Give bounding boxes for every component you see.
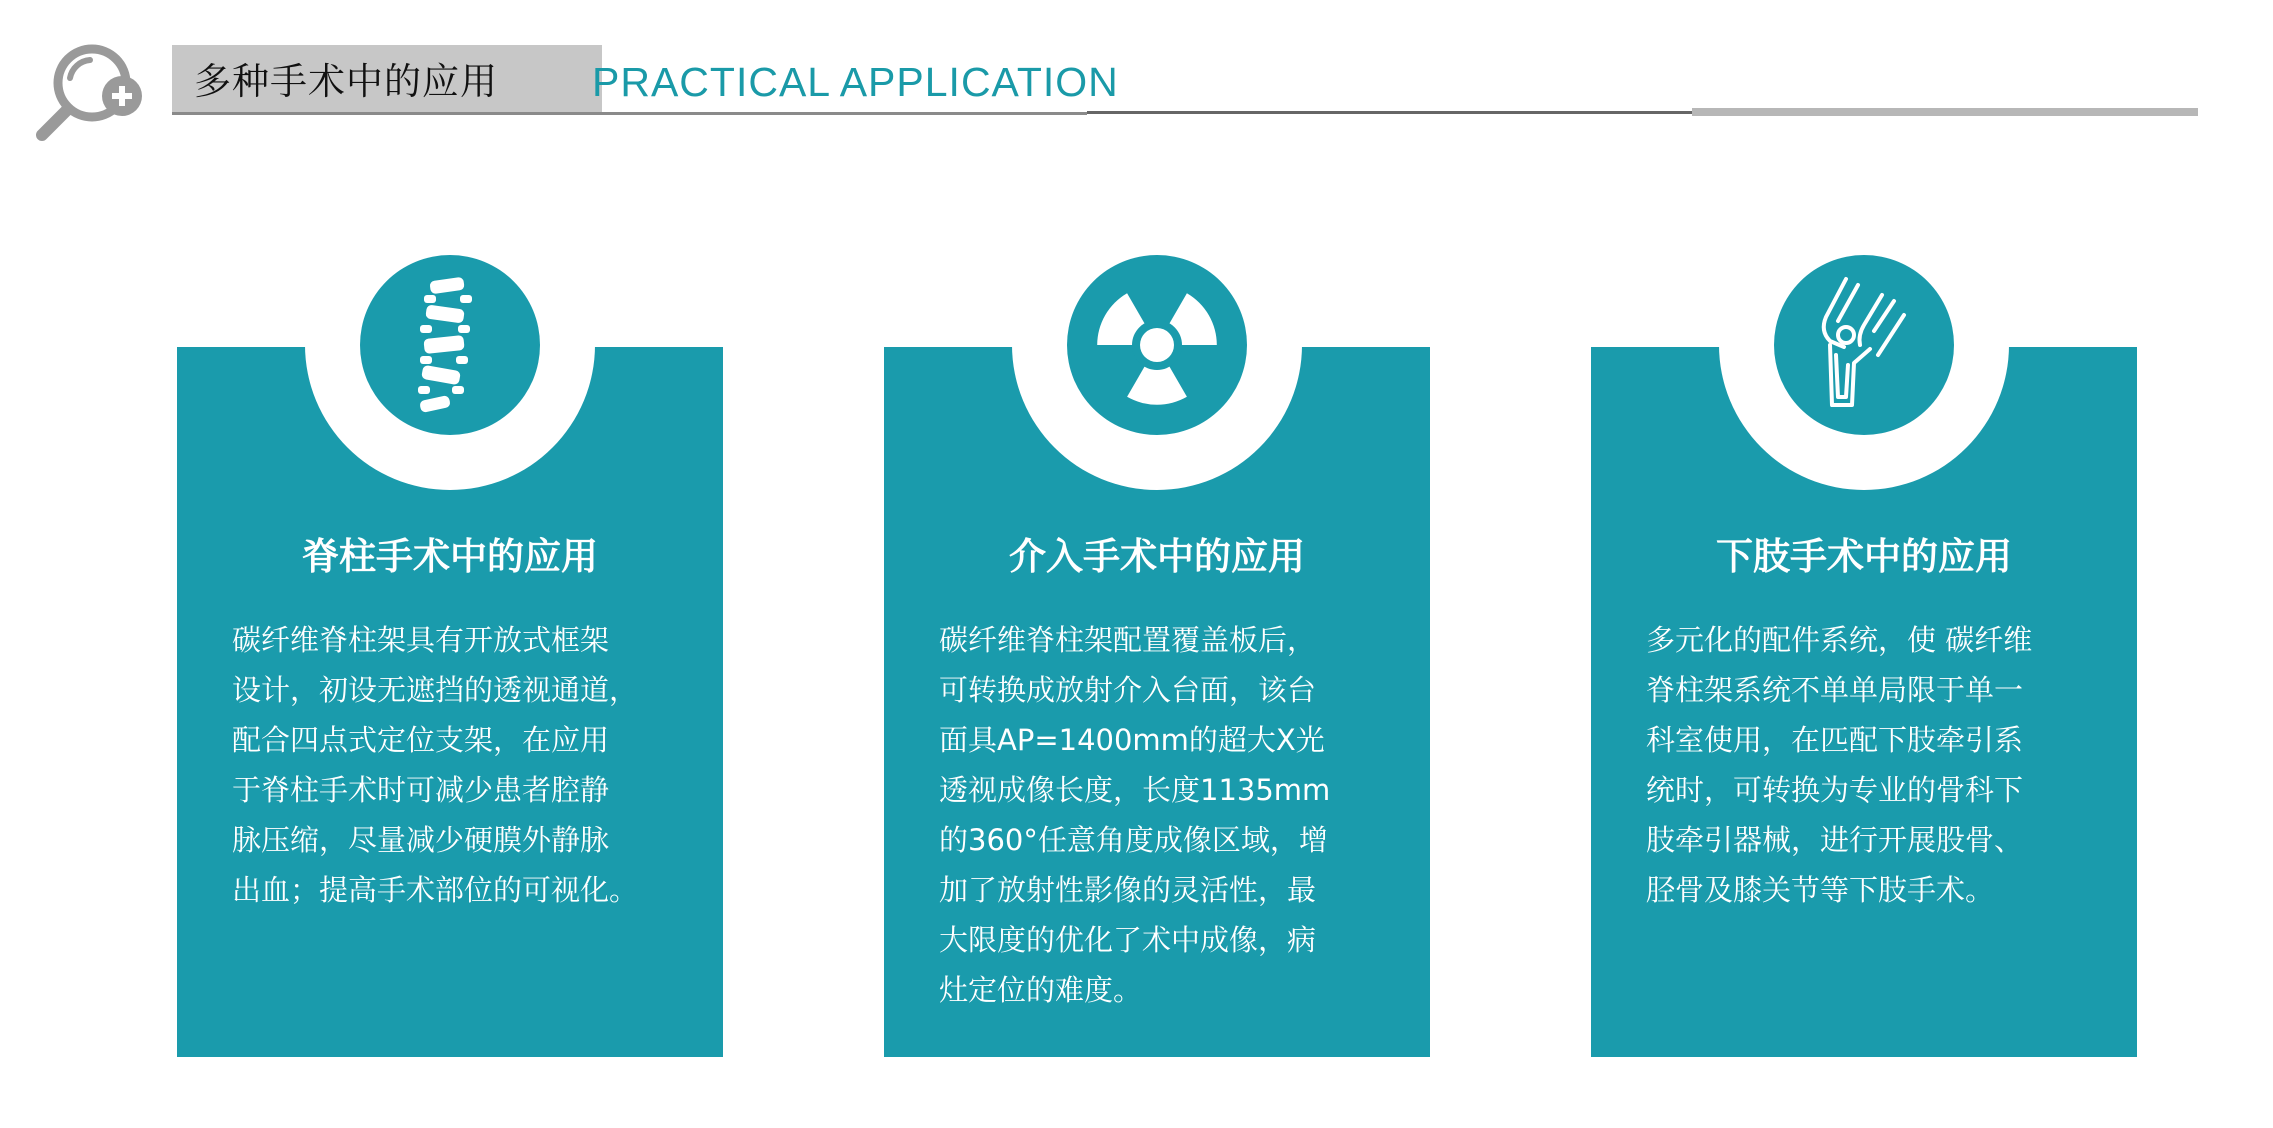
page-header	[0, 0, 2273, 160]
card-text-line: 面具AP=1400mm的超大X光	[939, 723, 1325, 757]
card-text-line: 多元化的配件系统，使 碳纤维	[1646, 623, 2033, 657]
page-title: 多种手术中的应用	[194, 60, 498, 103]
card-text-line: 加了放射性影像的灵活性，最	[939, 873, 1317, 907]
card-lower-limb-surgery	[1591, 347, 2137, 1057]
card-text-line: 肢牵引器械，进行开展股骨、	[1646, 823, 2024, 857]
card-text-line: 脉压缩，尽量减少硬膜外静脉	[232, 823, 610, 857]
header-rule-grey	[1692, 108, 2198, 116]
page-subtitle: PRACTICAL APPLICATION	[592, 59, 1119, 105]
card-text-line: 可转换成放射介入台面，该台	[939, 673, 1317, 707]
card-text-line: 配合四点式定位支架，在应用	[232, 723, 610, 757]
card-text-line: 设计，初设无遮挡的透视通道，	[232, 673, 639, 707]
card-text-line: 科室使用，在匹配下肢牵引系	[1646, 723, 2024, 757]
card-text-line: 灶定位的难度。	[939, 973, 1143, 1007]
header-rule-underline	[172, 112, 1087, 115]
knee-joint-icon	[1774, 255, 1954, 435]
card-description	[1646, 615, 2106, 915]
card-interventional-surgery	[884, 347, 1430, 1057]
search-plus-icon	[30, 38, 160, 148]
header-rule-dark	[1087, 111, 1692, 114]
card-spine-surgery	[177, 347, 723, 1057]
icon-badge	[1067, 255, 1247, 435]
card-text-line: 的360°任意角度成像区域，增	[939, 823, 1328, 857]
card-text-line: 碳纤维脊柱架具有开放式框架	[232, 623, 610, 657]
card-title: 脊柱手术中的应用	[302, 535, 598, 578]
card-description	[939, 615, 1399, 1015]
card-title: 介入手术中的应用	[1009, 535, 1305, 578]
icon-badge	[1774, 255, 1954, 435]
spine-icon	[360, 255, 540, 435]
card-text-line: 于脊柱手术时可减少患者腔静	[232, 773, 610, 807]
card-text-line: 胫骨及膝关节等下肢手术。	[1646, 873, 1995, 907]
card-description	[232, 615, 692, 915]
card-text-line: 统时，可转换为专业的骨科下	[1646, 773, 2024, 807]
card-text-line: 脊柱架系统不单单局限于单一	[1646, 673, 2024, 707]
title-band-arrow	[530, 45, 578, 115]
card-text-line: 大限度的优化了术中成像，病	[939, 923, 1317, 957]
card-text-line: 碳纤维脊柱架配置覆盖板后，	[939, 623, 1317, 657]
card-text-line: 透视成像长度，长度1135mm	[939, 773, 1331, 807]
radiation-icon	[1067, 255, 1247, 435]
icon-badge	[360, 255, 540, 435]
card-title: 下肢手术中的应用	[1716, 535, 2012, 578]
card-text-line: 出血；提高手术部位的可视化。	[232, 873, 639, 907]
